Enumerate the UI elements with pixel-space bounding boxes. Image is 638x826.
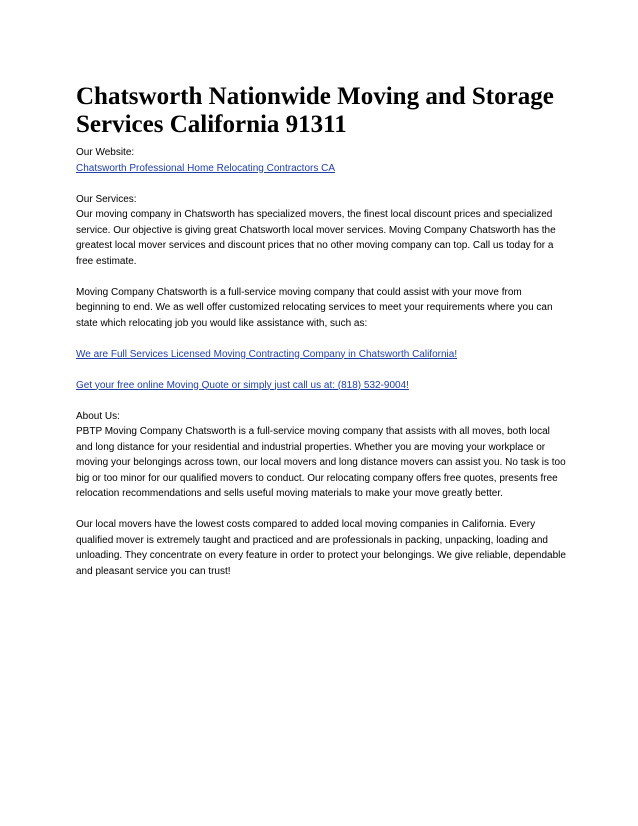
about-label: About Us: [76,410,120,422]
about-text: PBTP Moving Company Chatsworth is a full-service moving company that assists with all moves, both local and long distance for your residential and industrial properties. Whether you are moving your workplace or moving your belongings across town, our local movers and long distance movers can assist you. No task is too big or too minor for our qualified movers to conduct. Our relocating company offers free quotes, presents free relocation recommendations and sells useful moving materials to make your move greatly better. [76,426,566,499]
quote-paragraph [76,378,566,394]
website-label: Our Website: [76,147,135,158]
about-section [76,409,566,502]
services-section [76,192,566,270]
intro-paragraph: Moving Company Chatsworth is a full-service moving company that could assist with your move from beginning to end. We as well offer customized relocating services to meet your requirements where you can state which relocating job you would like assistance with, such as: [76,286,553,329]
website-link[interactable]: Chatsworth Professional Home Relocating Contractors CA [76,162,335,174]
services-label: Our Services: [76,193,137,205]
licensed-paragraph [76,347,566,363]
services-text: Our moving company in Chatsworth has specialized movers, the finest local discount prices and specialized service. Our objective is giving great Chatsworth local mover services. Moving Company Chatsworth has the greatest local mover services and discount prices that no other moving company can top. Call us today for a free estimate. [76,209,556,267]
licensed-link[interactable]: We are Full Services Licensed Moving Contracting Company in Chatsworth California! [76,348,458,360]
website-section [76,145,566,176]
document-page [76,83,566,595]
page-title: Chatsworth Nationwide Moving and Storage Services California 91311 [76,83,554,138]
quote-link[interactable]: Get your free online Moving Quote or simply just call us at: (818) 532-9004! [76,379,409,391]
closing-paragraph: Our local movers have the lowest costs compared to added local moving companies in California. Every qualified mover is extremely taught and practiced and are professionals in packing, unpacking, loading and unloading. They concentrate on every feature in order to protect your belongings. We give reliable, dependable and pleasant service you can trust! [76,519,566,577]
